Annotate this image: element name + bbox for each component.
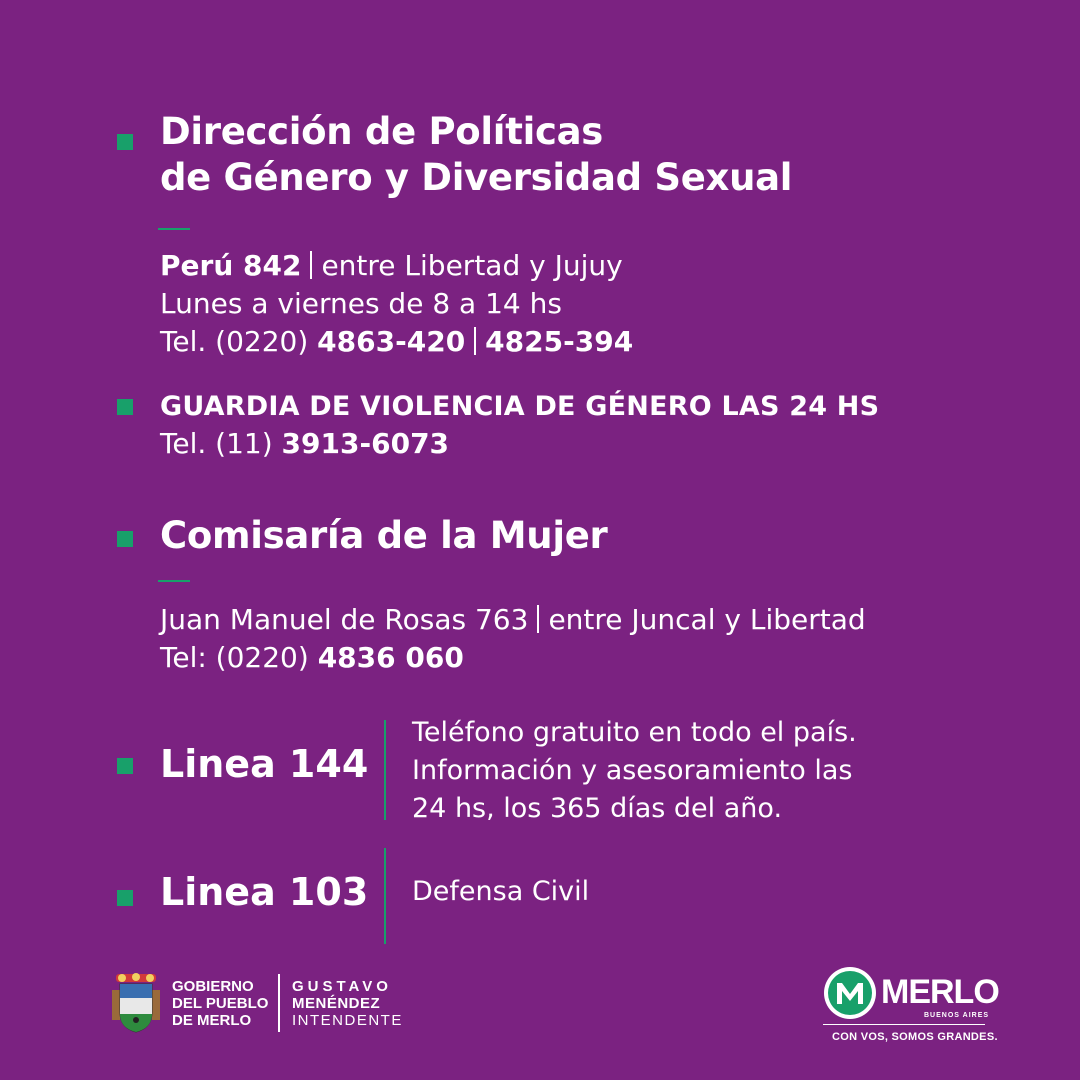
merlo-logo-icon [823,966,877,1020]
phone-number[interactable]: 4825-394 [485,325,634,358]
intendente-first-name: GUSTAVO [292,978,392,995]
separator [310,251,312,279]
phone-line [160,323,633,361]
between-streets: entre Libertad y Jujuy [321,249,623,282]
bullet-icon [117,758,133,774]
intendente-text [292,978,403,1029]
separator [474,327,476,355]
linea-144-description [412,714,857,828]
description-line: Información y asesoramiento las [412,755,853,786]
title-line: de Género y Diversidad Sexual [160,156,793,199]
merlo-wordmark: MERLO [881,973,999,1011]
between-streets: entre Juncal y Libertad [548,603,866,636]
phone-line [160,639,866,677]
coat-of-arms-icon [110,972,162,1034]
address-line [160,247,633,285]
guardia-phone-line [160,425,449,463]
gob-line: GOBIERNO [172,978,254,995]
merlo-underline [823,1024,985,1025]
linea-144-label[interactable]: Linea 144 [160,742,369,786]
phone-number[interactable]: 4863-420 [317,325,466,358]
gobierno-pueblo-merlo-text [172,978,268,1029]
linea-103-label[interactable]: Linea 103 [160,870,369,914]
address: Juan Manuel de Rosas 763 [160,603,529,636]
title-line: Dirección de Políticas [160,110,603,153]
bullet-icon [117,890,133,906]
description-line: Teléfono gratuito en todo el país. [412,717,857,748]
section3-details [160,601,866,677]
bullet-icon [117,531,133,547]
divider-dash [158,580,190,582]
hours-line: Lunes a viernes de 8 a 14 hs [160,287,562,320]
intendente-last-name: MENÉNDEZ [292,995,381,1012]
intendente-role: INTENDENTE [292,1012,403,1029]
merlo-subtitle: BUENOS AIRES [924,1012,990,1019]
section1-details [160,247,633,361]
merlo-tagline: CON VOS, SOMOS GRANDES. [832,1031,998,1043]
section-title-comisaria: Comisaría de la Mujer [160,514,608,557]
phone-number[interactable]: 4836 060 [317,641,464,674]
gob-line: DE MERLO [172,1012,252,1029]
phone-prefix: Tel. (0220) [160,325,309,358]
bullet-icon [117,134,133,150]
bullet-icon [117,399,133,415]
address-line [160,601,866,639]
address: Perú 842 [160,249,302,282]
description-line: 24 hs, los 365 días del año. [412,793,783,824]
vertical-divider [384,720,386,820]
gob-line: DEL PUEBLO [172,995,269,1012]
section-title-guardia: GUARDIA DE VIOLENCIA DE GÉNERO LAS 24 HS [160,391,880,422]
footer-divider [278,974,280,1032]
phone-prefix: Tel: (0220) [160,641,309,674]
phone-number[interactable]: 3913-6073 [281,427,450,460]
section-title-politicas [160,109,792,201]
phone-prefix: Tel. (11) [160,427,273,460]
divider-dash [158,228,190,230]
vertical-divider [384,848,386,944]
separator [537,605,539,633]
linea-103-description: Defensa Civil [412,876,590,907]
